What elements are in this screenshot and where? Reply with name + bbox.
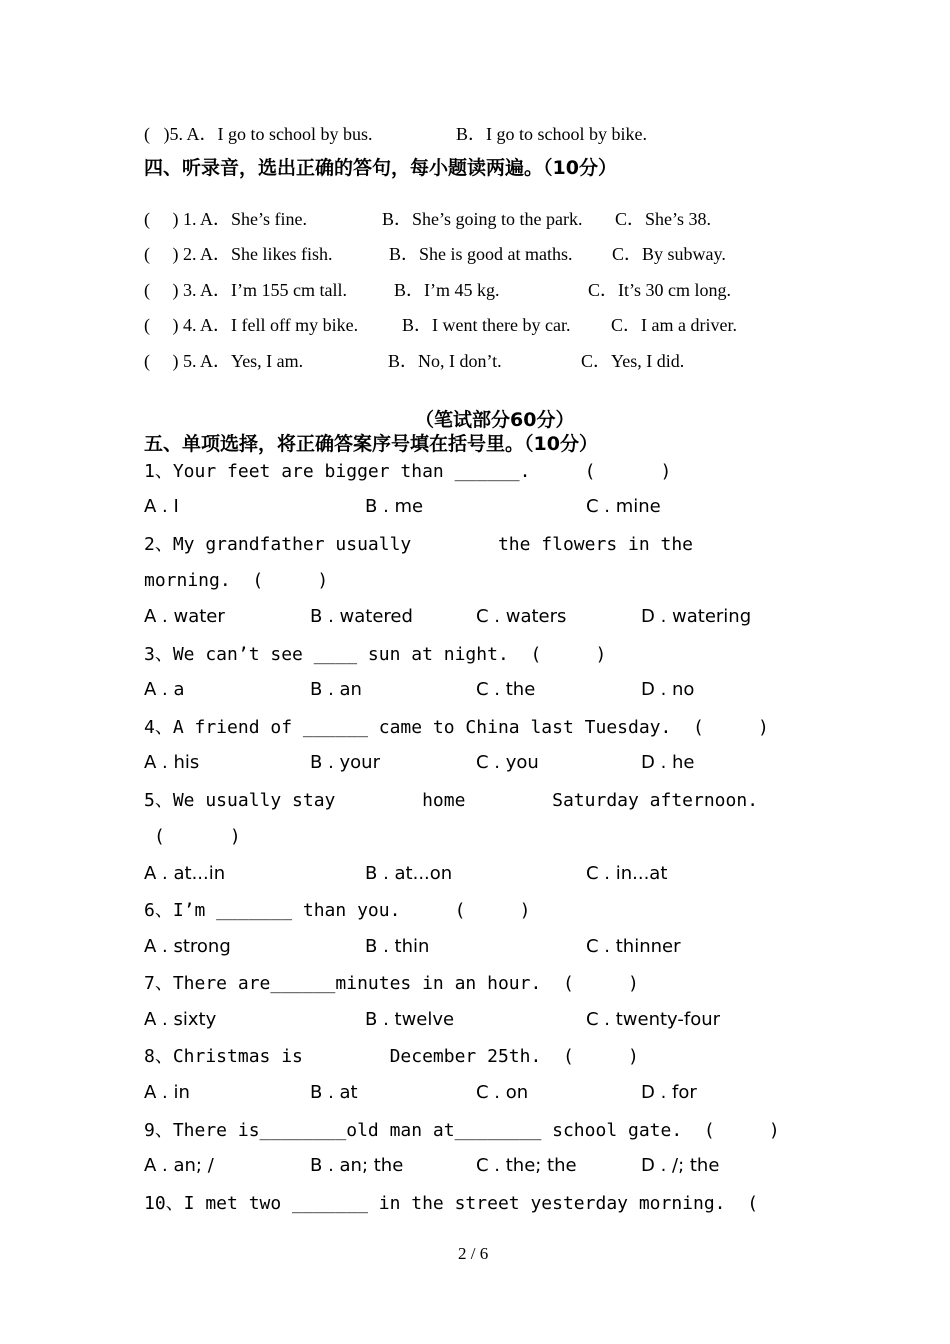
s4-q3-option-b: B．I’m 45 kg. [394, 280, 500, 300]
s5-q1-stem: 1、Your feet are bigger than ______. ( ) [144, 461, 672, 482]
s5-q5-stem-line2: ( ) [154, 826, 241, 847]
written-part-header: （笔试部分60分） [415, 409, 575, 431]
s5-q6-option-c: C . thinner [586, 936, 681, 957]
s5-q1-option-c: C . mine [586, 496, 661, 517]
s4-q1-option-a: ( ) 1. A．She’s fine. [144, 209, 307, 229]
s5-q2-stem-line2: morning. ( ) [144, 570, 329, 591]
s4-q2-option-a: ( ) 2. A．She likes fish. [144, 244, 333, 264]
s5-q6-option-b: B . thin [365, 936, 430, 957]
prev-q5-option-a: ( )5. A．I go to school by bus. [144, 124, 373, 144]
section5-title: 五、单项选择，将正确答案序号填在括号里。（10分） [144, 433, 598, 455]
s4-q5-option-c: C．Yes, I did. [581, 351, 685, 371]
s5-q2-option-c: C . waters [476, 606, 567, 627]
s5-q2-option-b: B . watered [310, 606, 413, 627]
s5-q1-option-b: B . me [365, 496, 424, 517]
s5-q3-option-c: C . the [476, 679, 536, 700]
s5-q3-stem: 3、We can’t see ____ sun at night. ( ) [144, 644, 607, 665]
s5-q8-option-b: B . at [310, 1082, 358, 1103]
s4-q4-option-a: ( ) 4. A．I fell off my bike. [144, 315, 359, 335]
s5-q4-stem: 4、A friend of ______ came to China last Tuesday. ( ) [144, 717, 769, 738]
s5-q9-option-b: B . an; the [310, 1155, 404, 1176]
s5-q1-option-a: A . I [144, 496, 179, 517]
s5-q8-option-a: A . in [144, 1082, 190, 1103]
s5-q2-option-a: A . water [144, 606, 225, 627]
s4-q3-option-c: C．It’s 30 cm long. [588, 280, 731, 300]
s5-q7-option-b: B . twelve [365, 1009, 455, 1030]
s5-q6-stem: 6、I’m _______ than you. ( ) [144, 900, 531, 921]
prev-q5-option-b: B．I go to school by bike. [456, 124, 647, 144]
s4-q5-option-a: ( ) 5. A．Yes, I am. [144, 351, 304, 371]
s5-q9-option-d: D . /; the [641, 1155, 720, 1176]
s4-q3-option-a: ( ) 3. A．I’m 155 cm tall. [144, 280, 347, 300]
s4-q2-option-c: C．By subway. [612, 244, 726, 264]
s5-q7-stem: 7、There are______minutes in an hour. ( ) [144, 973, 639, 994]
s5-q6-option-a: A . strong [144, 936, 231, 957]
s5-q5-option-c: C . in...at [586, 863, 668, 884]
section4-title: 四、听录音，选出正确的答句，每小题读两遍。（10分） [144, 157, 617, 179]
s5-q8-option-d: D . for [641, 1082, 697, 1103]
s4-q1-option-b: B．She’s going to the park. [382, 209, 583, 229]
s4-q4-option-c: C．I am a driver. [611, 315, 737, 335]
s5-q3-option-b: B . an [310, 679, 362, 700]
s5-q2-stem-line1: 2、My grandfather usually the flowers in the [144, 534, 694, 555]
s5-q7-option-a: A . sixty [144, 1009, 217, 1030]
s5-q3-option-a: A . a [144, 679, 185, 700]
s5-q8-option-c: C . on [476, 1082, 529, 1103]
s5-q9-option-a: A . an; / [144, 1155, 214, 1176]
s5-q4-option-b: B . your [310, 752, 380, 773]
s5-q5-option-a: A . at...in [144, 863, 226, 884]
s5-q10-stem: 10、I met two _______ in the street yesterday morning. ( [144, 1193, 759, 1214]
s5-q8-stem: 8、Christmas is December 25th. ( ) [144, 1046, 639, 1067]
s5-q7-option-c: C . twenty-four [586, 1009, 721, 1030]
s4-q5-option-b: B．No, I don’t. [388, 351, 502, 371]
s5-q3-option-d: D . no [641, 679, 695, 700]
s5-q5-stem-line1: 5、We usually stay home Saturday afternoon. [144, 790, 759, 811]
s5-q5-option-b: B . at...on [365, 863, 453, 884]
page-number: 2 / 6 [458, 1244, 489, 1263]
s5-q4-option-c: C . you [476, 752, 539, 773]
s5-q9-stem: 9、There is________old man at________ school gate. ( ) [144, 1120, 780, 1141]
s4-q1-option-c: C．She’s 38. [615, 209, 712, 229]
s4-q2-option-b: B．She is good at maths. [389, 244, 573, 264]
s5-q9-option-c: C . the; the [476, 1155, 577, 1176]
s5-q2-option-d: D . watering [641, 606, 752, 627]
s4-q4-option-b: B．I went there by car. [402, 315, 571, 335]
s5-q4-option-a: A . his [144, 752, 200, 773]
s5-q4-option-d: D . he [641, 752, 695, 773]
